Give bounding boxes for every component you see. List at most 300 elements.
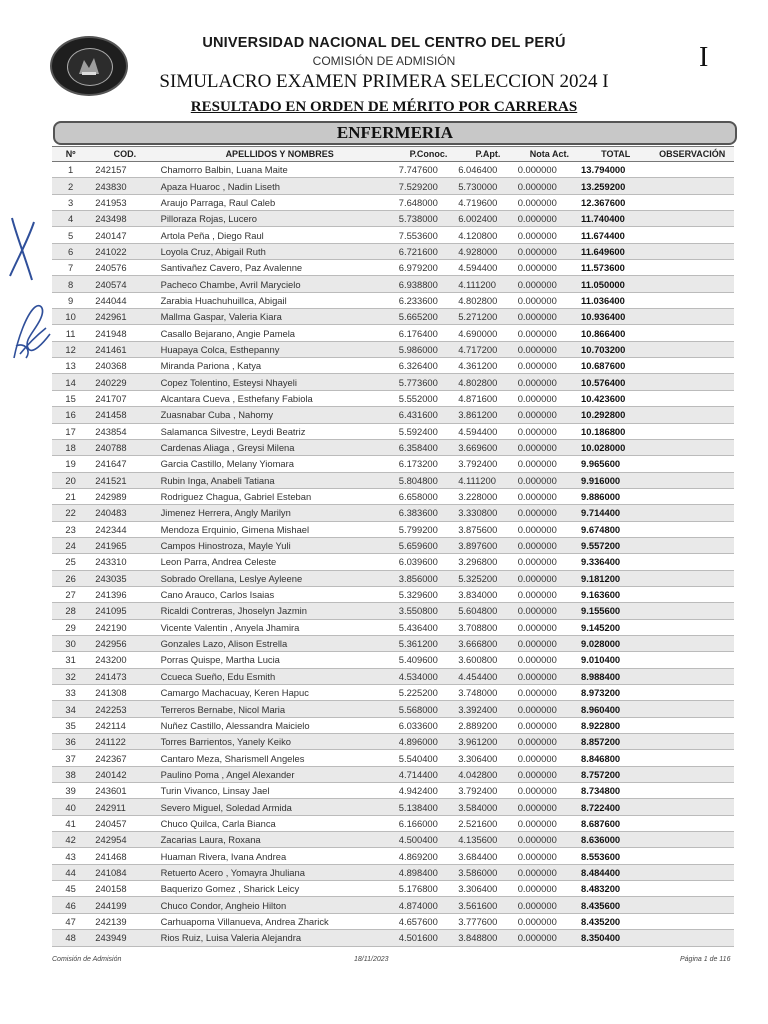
row-pconoc: 5.659600	[399, 537, 458, 553]
row-name: Mallma Gaspar, Valeria Kiara	[155, 309, 399, 325]
row-pconoc: 4.874000	[399, 897, 458, 913]
row-total: 8.973200	[581, 685, 650, 701]
row-nota: 0.000000	[518, 488, 581, 504]
table-row	[52, 815, 734, 831]
row-total: 10.866400	[581, 325, 650, 341]
table-row	[52, 423, 734, 439]
commission-name: COMISIÓN DE ADMISIÓN	[312, 54, 456, 68]
results-table	[52, 146, 734, 947]
row-name: Torres Barrientos, Yanely Keiko	[155, 734, 399, 750]
row-papt: 3.600800	[458, 652, 517, 668]
row-code: 244199	[89, 897, 154, 913]
row-number: 27	[52, 586, 89, 602]
row-total: 9.010400	[581, 652, 650, 668]
row-code: 242961	[89, 309, 154, 325]
row-papt: 4.135600	[458, 832, 517, 848]
row-name: Garcia Castillo, Melany Yiomara	[155, 456, 399, 472]
row-total: 8.722400	[581, 799, 650, 815]
row-nota: 0.000000	[518, 766, 581, 782]
row-total: 10.703200	[581, 341, 650, 357]
row-code: 242157	[89, 162, 154, 178]
roman-numeral-mark: I	[699, 42, 709, 73]
row-total: 8.553600	[581, 848, 650, 864]
row-number: 40	[52, 799, 89, 815]
row-total: 13.259200	[581, 178, 650, 194]
row-number: 21	[52, 488, 89, 504]
row-papt: 3.306400	[458, 750, 517, 766]
table-row	[52, 243, 734, 259]
university-name: UNIVERSIDAD NACIONAL DEL CENTRO DEL PERÚ	[202, 35, 566, 51]
row-pconoc: 6.721600	[399, 243, 458, 259]
row-name: Cantaro Meza, Sharismell Angeles	[155, 750, 399, 766]
row-nota: 0.000000	[518, 783, 581, 799]
row-papt: 3.834000	[458, 586, 517, 602]
row-number: 14	[52, 374, 89, 390]
row-pconoc: 6.233600	[399, 292, 458, 308]
row-name: Camargo Machacuay, Keren Hapuc	[155, 685, 399, 701]
row-observation	[650, 832, 734, 848]
row-papt: 6.046400	[458, 162, 517, 178]
row-number: 19	[52, 456, 89, 472]
row-observation	[650, 586, 734, 602]
row-observation	[650, 734, 734, 750]
career-banner: ENFERMERIA	[53, 121, 737, 145]
row-observation	[650, 162, 734, 178]
row-name: Campos Hinostroza, Mayle Yuli	[155, 537, 399, 553]
table-row	[52, 930, 734, 946]
table-header-row	[52, 147, 734, 162]
table-row	[52, 685, 734, 701]
row-nota: 0.000000	[518, 341, 581, 357]
table-row	[52, 783, 734, 799]
row-observation	[650, 783, 734, 799]
row-number: 41	[52, 815, 89, 831]
row-name: Retuerto Acero , Yomayra Jhuliana	[155, 864, 399, 880]
row-name: Vicente Valentin , Anyela Jhamira	[155, 619, 399, 635]
row-pconoc: 7.648000	[399, 194, 458, 210]
row-papt: 4.120800	[458, 227, 517, 243]
table-row	[52, 881, 734, 897]
row-code: 240142	[89, 766, 154, 782]
col-header-nota: Nota Act.	[518, 147, 581, 162]
table-row	[52, 537, 734, 553]
row-nota: 0.000000	[518, 848, 581, 864]
row-observation	[650, 227, 734, 243]
row-total: 9.155600	[581, 603, 650, 619]
row-observation	[650, 668, 734, 684]
row-number: 37	[52, 750, 89, 766]
row-pconoc: 6.033600	[399, 717, 458, 733]
table-row	[52, 521, 734, 537]
row-nota: 0.000000	[518, 407, 581, 423]
table-row	[52, 635, 734, 651]
row-total: 10.028000	[581, 439, 650, 455]
row-number: 7	[52, 260, 89, 276]
row-total: 8.350400	[581, 930, 650, 946]
row-papt: 5.604800	[458, 603, 517, 619]
row-total: 11.573600	[581, 260, 650, 276]
row-total: 10.936400	[581, 309, 650, 325]
table-row	[52, 913, 734, 929]
row-observation	[650, 211, 734, 227]
row-papt: 2.521600	[458, 815, 517, 831]
row-observation	[650, 488, 734, 504]
row-name: Jimenez Herrera, Angly Marilyn	[155, 505, 399, 521]
table-row	[52, 570, 734, 586]
row-name: Terreros Bernabe, Nicol Maria	[155, 701, 399, 717]
row-papt: 4.594400	[458, 423, 517, 439]
row-name: Turin Vivanco, Linsay Jael	[155, 783, 399, 799]
row-total: 9.674800	[581, 521, 650, 537]
row-pconoc: 6.326400	[399, 358, 458, 374]
row-pconoc: 4.714400	[399, 766, 458, 782]
row-observation	[650, 913, 734, 929]
row-number: 47	[52, 913, 89, 929]
row-observation	[650, 456, 734, 472]
row-papt: 3.748000	[458, 685, 517, 701]
row-number: 32	[52, 668, 89, 684]
row-number: 24	[52, 537, 89, 553]
row-number: 39	[52, 783, 89, 799]
row-name: Apaza Huaroc , Nadin Liseth	[155, 178, 399, 194]
row-observation	[650, 750, 734, 766]
row-nota: 0.000000	[518, 162, 581, 178]
row-papt: 4.719600	[458, 194, 517, 210]
row-name: Baquerizo Gomez , Sharick Leicy	[155, 881, 399, 897]
row-name: Mendoza Erquinio, Gimena Mishael	[155, 521, 399, 537]
row-code: 241647	[89, 456, 154, 472]
table-row	[52, 897, 734, 913]
row-papt: 4.594400	[458, 260, 517, 276]
row-nota: 0.000000	[518, 799, 581, 815]
row-observation	[650, 260, 734, 276]
row-number: 25	[52, 554, 89, 570]
row-total: 8.922800	[581, 717, 650, 733]
row-code: 241122	[89, 734, 154, 750]
row-name: Salamanca Silvestre, Leydi Beatriz	[155, 423, 399, 439]
row-name: Miranda Pariona , Katya	[155, 358, 399, 374]
row-number: 18	[52, 439, 89, 455]
row-nota: 0.000000	[518, 750, 581, 766]
row-total: 8.757200	[581, 766, 650, 782]
row-number: 43	[52, 848, 89, 864]
row-total: 10.423600	[581, 390, 650, 406]
row-number: 35	[52, 717, 89, 733]
results-subtitle: RESULTADO EN ORDEN DE MÉRITO POR CARRERAS	[190, 99, 578, 115]
row-papt: 3.296800	[458, 554, 517, 570]
row-total: 11.649600	[581, 243, 650, 259]
row-code: 241461	[89, 341, 154, 357]
row-papt: 3.392400	[458, 701, 517, 717]
row-papt: 3.708800	[458, 619, 517, 635]
row-pconoc: 5.225200	[399, 685, 458, 701]
row-pconoc: 5.138400	[399, 799, 458, 815]
table-row	[52, 488, 734, 504]
row-observation	[650, 864, 734, 880]
row-pconoc: 6.431600	[399, 407, 458, 423]
row-nota: 0.000000	[518, 309, 581, 325]
row-number: 48	[52, 930, 89, 946]
row-code: 240483	[89, 505, 154, 521]
row-number: 3	[52, 194, 89, 210]
row-total: 11.050000	[581, 276, 650, 292]
table-row	[52, 407, 734, 423]
row-total: 9.714400	[581, 505, 650, 521]
row-pconoc: 6.039600	[399, 554, 458, 570]
row-name: Porras Quispe, Martha Lucia	[155, 652, 399, 668]
footer-commission: Comisión de Admisión	[52, 956, 122, 963]
row-total: 10.687600	[581, 358, 650, 374]
row-pconoc: 4.501600	[399, 930, 458, 946]
row-total: 9.028000	[581, 635, 650, 651]
row-papt: 3.792400	[458, 783, 517, 799]
row-pconoc: 7.747600	[399, 162, 458, 178]
row-nota: 0.000000	[518, 554, 581, 570]
row-pconoc: 4.657600	[399, 913, 458, 929]
row-papt: 6.002400	[458, 211, 517, 227]
row-total: 8.960400	[581, 701, 650, 717]
row-name: Chuco Condor, Angheio Hilton	[155, 897, 399, 913]
row-number: 1	[52, 162, 89, 178]
row-code: 241948	[89, 325, 154, 341]
row-pconoc: 5.176800	[399, 881, 458, 897]
row-pconoc: 6.173200	[399, 456, 458, 472]
row-nota: 0.000000	[518, 897, 581, 913]
row-papt: 4.111200	[458, 472, 517, 488]
row-nota: 0.000000	[518, 668, 581, 684]
row-nota: 0.000000	[518, 358, 581, 374]
row-observation	[650, 815, 734, 831]
row-name: Zarabia Huachuhuillca, Abigail	[155, 292, 399, 308]
row-number: 8	[52, 276, 89, 292]
row-code: 242911	[89, 799, 154, 815]
col-header-number: Nº	[52, 147, 89, 162]
row-papt: 3.228000	[458, 488, 517, 504]
row-number: 10	[52, 309, 89, 325]
row-name: Ccueca Sueño, Edu Esmith	[155, 668, 399, 684]
row-number: 22	[52, 505, 89, 521]
table-row	[52, 456, 734, 472]
table-row	[52, 652, 734, 668]
row-name: Paulino Poma , Angel Alexander	[155, 766, 399, 782]
table-row	[52, 162, 734, 178]
row-number: 31	[52, 652, 89, 668]
row-number: 11	[52, 325, 89, 341]
row-code: 241308	[89, 685, 154, 701]
row-observation	[650, 423, 734, 439]
table-row	[52, 439, 734, 455]
row-total: 10.186800	[581, 423, 650, 439]
row-code: 242253	[89, 701, 154, 717]
row-pconoc: 5.329600	[399, 586, 458, 602]
row-name: Loyola Cruz, Abigail Ruth	[155, 243, 399, 259]
row-papt: 3.684400	[458, 848, 517, 864]
table-row	[52, 799, 734, 815]
row-pconoc: 5.409600	[399, 652, 458, 668]
row-nota: 0.000000	[518, 243, 581, 259]
row-name: Huaman Rivera, Ivana Andrea	[155, 848, 399, 864]
row-code: 242139	[89, 913, 154, 929]
row-number: 33	[52, 685, 89, 701]
row-name: Alcantara Cueva , Esthefany Fabiola	[155, 390, 399, 406]
row-observation	[650, 439, 734, 455]
row-papt: 3.897600	[458, 537, 517, 553]
row-pconoc: 5.540400	[399, 750, 458, 766]
row-observation	[650, 194, 734, 210]
row-total: 8.483200	[581, 881, 650, 897]
row-papt: 3.666800	[458, 635, 517, 651]
footer-page-number: Página 1 de 116	[680, 956, 731, 963]
row-number: 17	[52, 423, 89, 439]
row-code: 242956	[89, 635, 154, 651]
row-code: 243854	[89, 423, 154, 439]
row-name: Cardenas Aliaga , Greysi Milena	[155, 439, 399, 455]
row-total: 10.292800	[581, 407, 650, 423]
row-name: Rodriguez Chagua, Gabriel Esteban	[155, 488, 399, 504]
row-total: 8.988400	[581, 668, 650, 684]
row-code: 241095	[89, 603, 154, 619]
table-row	[52, 390, 734, 406]
row-name: Gonzales Lazo, Alison Estrella	[155, 635, 399, 651]
row-code: 242367	[89, 750, 154, 766]
row-code: 242114	[89, 717, 154, 733]
table-row	[52, 309, 734, 325]
row-name: Santivañez Cavero, Paz Avalenne	[155, 260, 399, 276]
row-papt: 4.361200	[458, 358, 517, 374]
row-name: Severo Miguel, Soledad Armida	[155, 799, 399, 815]
row-papt: 3.584000	[458, 799, 517, 815]
row-name: Leon Parra, Andrea Celeste	[155, 554, 399, 570]
row-nota: 0.000000	[518, 701, 581, 717]
table-row	[52, 227, 734, 243]
row-code: 241022	[89, 243, 154, 259]
row-papt: 3.669600	[458, 439, 517, 455]
handwritten-signature-icon	[6, 298, 58, 364]
row-number: 26	[52, 570, 89, 586]
row-observation	[650, 341, 734, 357]
row-number: 45	[52, 881, 89, 897]
row-number: 20	[52, 472, 89, 488]
row-nota: 0.000000	[518, 456, 581, 472]
col-header-name: APELLIDOS Y NOMBRES	[155, 147, 399, 162]
row-observation	[650, 701, 734, 717]
row-total: 10.576400	[581, 374, 650, 390]
row-papt: 3.848800	[458, 930, 517, 946]
row-number: 23	[52, 521, 89, 537]
row-pconoc: 6.166000	[399, 815, 458, 831]
col-header-pconoc: P.Conoc.	[399, 147, 458, 162]
row-papt: 4.454400	[458, 668, 517, 684]
row-pconoc: 5.804800	[399, 472, 458, 488]
row-code: 241953	[89, 194, 154, 210]
row-pconoc: 5.773600	[399, 374, 458, 390]
row-name: Huapaya Colca, Esthepanny	[155, 341, 399, 357]
row-nota: 0.000000	[518, 685, 581, 701]
row-nota: 0.000000	[518, 292, 581, 308]
row-pconoc: 5.361200	[399, 635, 458, 651]
table-row	[52, 734, 734, 750]
row-observation	[650, 652, 734, 668]
table-row	[52, 864, 734, 880]
row-pconoc: 6.358400	[399, 439, 458, 455]
col-header-total: TOTAL	[581, 147, 650, 162]
row-observation	[650, 881, 734, 897]
row-total: 8.687600	[581, 815, 650, 831]
row-nota: 0.000000	[518, 178, 581, 194]
row-observation	[650, 930, 734, 946]
row-name: Pacheco Chambe, Avril Marycielo	[155, 276, 399, 292]
row-number: 42	[52, 832, 89, 848]
row-nota: 0.000000	[518, 815, 581, 831]
table-row	[52, 586, 734, 602]
row-observation	[650, 897, 734, 913]
row-observation	[650, 178, 734, 194]
row-total: 11.740400	[581, 211, 650, 227]
row-number: 29	[52, 619, 89, 635]
row-total: 11.036400	[581, 292, 650, 308]
row-papt: 3.330800	[458, 505, 517, 521]
row-total: 11.674400	[581, 227, 650, 243]
row-total: 8.484400	[581, 864, 650, 880]
table-row	[52, 750, 734, 766]
row-total: 12.367600	[581, 194, 650, 210]
row-papt: 5.325200	[458, 570, 517, 586]
row-nota: 0.000000	[518, 603, 581, 619]
row-total: 8.734800	[581, 783, 650, 799]
row-observation	[650, 685, 734, 701]
results-body	[52, 162, 734, 947]
row-pconoc: 6.383600	[399, 505, 458, 521]
row-number: 16	[52, 407, 89, 423]
row-name: Ricaldi Contreras, Jhoselyn Jazmin	[155, 603, 399, 619]
row-papt: 3.586000	[458, 864, 517, 880]
row-code: 240576	[89, 260, 154, 276]
table-row	[52, 194, 734, 210]
row-code: 241521	[89, 472, 154, 488]
row-nota: 0.000000	[518, 652, 581, 668]
row-name: Chamorro Balbin, Luana Maite	[155, 162, 399, 178]
row-nota: 0.000000	[518, 537, 581, 553]
row-papt: 4.111200	[458, 276, 517, 292]
row-observation	[650, 472, 734, 488]
row-total: 9.145200	[581, 619, 650, 635]
row-observation	[650, 276, 734, 292]
row-nota: 0.000000	[518, 472, 581, 488]
row-number: 12	[52, 341, 89, 357]
row-name: Rubin Inga, Anabeli Tatiana	[155, 472, 399, 488]
row-total: 9.336400	[581, 554, 650, 570]
row-total: 8.435600	[581, 897, 650, 913]
table-row	[52, 619, 734, 635]
row-code: 243310	[89, 554, 154, 570]
table-row	[52, 848, 734, 864]
row-nota: 0.000000	[518, 390, 581, 406]
row-observation	[650, 521, 734, 537]
row-nota: 0.000000	[518, 260, 581, 276]
row-name: Nuñez Castillo, Alessandra Maicielo	[155, 717, 399, 733]
row-name: Araujo Parraga, Raul Caleb	[155, 194, 399, 210]
row-pconoc: 4.898400	[399, 864, 458, 880]
row-code: 241965	[89, 537, 154, 553]
row-name: Zacarias Laura, Roxana	[155, 832, 399, 848]
row-code: 242344	[89, 521, 154, 537]
row-code: 241473	[89, 668, 154, 684]
exam-title: SIMULACRO EXAMEN PRIMERA SELECCION 2024 I	[159, 71, 609, 92]
row-name: Sobrado Orellana, Leslye Ayleene	[155, 570, 399, 586]
table-row	[52, 603, 734, 619]
col-header-papt: P.Apt.	[458, 147, 517, 162]
row-code: 241084	[89, 864, 154, 880]
